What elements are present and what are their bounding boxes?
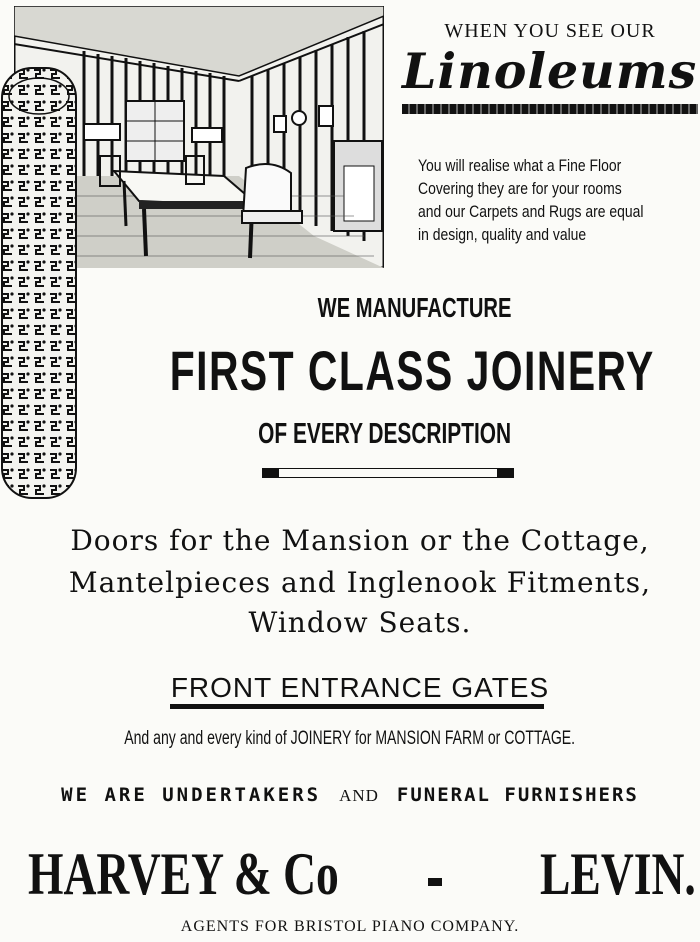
products-line-1: Doors for the Mansion or the Cottage, <box>70 524 650 557</box>
joinery-headline-wrap <box>80 338 700 404</box>
town-name: LEVIN. <box>540 841 696 907</box>
gates-underline <box>170 704 544 709</box>
joinery-headline: FIRST CLASS JOINERY <box>169 339 655 402</box>
joinery-sub: OF EVERY DESCRIPTION <box>258 418 512 450</box>
footer-separator <box>428 878 442 886</box>
pitch-line-4: in design, quality and value <box>418 225 587 244</box>
undertakers-part-1: WE ARE UNDERTAKERS <box>61 784 322 806</box>
town-wrap <box>540 841 696 907</box>
company-name: HARVEY & Co <box>28 841 339 907</box>
company-name-wrap <box>28 842 358 906</box>
intro-text: WHEN YOU SEE OUR <box>444 20 656 42</box>
brand-linoleums: Linoleums <box>402 42 698 100</box>
rolled-rug-illustration <box>0 66 78 506</box>
joinery-lead-wrap <box>150 292 680 326</box>
pitch-line-2: Covering they are for your rooms <box>418 179 622 198</box>
pitch-line-3: and our Carpets and Rugs are equal <box>418 202 644 221</box>
undertakers-part-3: FUNERAL FURNISHERS <box>396 784 639 806</box>
brand-underline <box>402 104 698 114</box>
gates-detail: And any and every kind of JOINERY for MANSION FARM or COTTAGE. <box>124 728 576 749</box>
gates-title: FRONT ENTRANCE GATES <box>170 672 550 703</box>
products-line-3: Window Seats. <box>248 606 472 639</box>
undertakers-part-2: AND <box>339 786 379 805</box>
products-line-2: Mantelpieces and Inglenook Fitments, <box>68 566 652 599</box>
pitch-text <box>418 154 700 246</box>
undertakers-line <box>20 784 680 810</box>
joinery-lead: WE MANUFACTURE <box>318 292 512 323</box>
ornamental-divider <box>262 468 514 478</box>
joinery-sub-wrap <box>120 418 650 454</box>
pitch-line-1: You will realise what a Fine Floor <box>418 156 622 175</box>
gates-detail-wrap <box>40 728 660 754</box>
agents-text: AGENTS FOR BRISTOL PIANO COMPANY. <box>180 918 520 935</box>
